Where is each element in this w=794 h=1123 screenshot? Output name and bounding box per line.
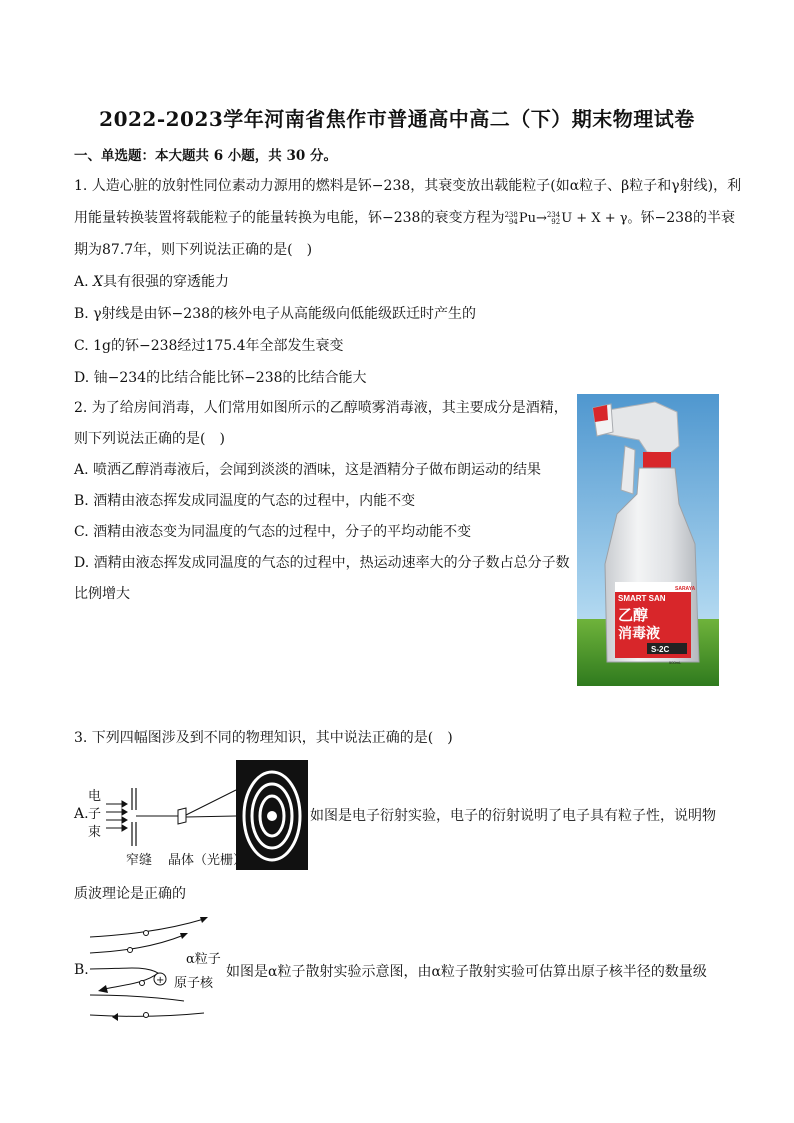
alpha-label: α粒子	[186, 952, 221, 967]
pu-mass-number: 238	[504, 210, 518, 219]
q2-option-a: A. 喷洒乙醇消毒液后，会闻到淡淡的酒味，这是酒精分子做布朗运动的结果	[74, 462, 542, 478]
bottle-brand: SMART SAN	[618, 594, 666, 603]
trajectory-arrows	[98, 917, 208, 1021]
bottle-label-line1: 乙醇	[618, 606, 649, 624]
q1-option-b: B. γ射线是由钚−238的核外电子从高能级向低能级跃迁时产生的	[74, 306, 477, 322]
slit	[132, 788, 136, 846]
decay-equation	[504, 211, 640, 226]
nucleus-symbol: +	[156, 975, 165, 986]
q1-line2-end: 钚−238的半衰	[640, 210, 735, 226]
beam-label-char2: 子	[88, 807, 102, 822]
q2-option-d: D. 酒精由液态挥发成同温度的气态的过程中，热运动速率大的分子数占总分子数	[74, 555, 570, 571]
q3-option-b-label: B.	[74, 962, 89, 978]
q3-option-a-text-cont: 质波理论是正确的	[74, 886, 186, 902]
disinfectant-bottle-photo	[577, 394, 719, 686]
q1-option-d: D. 铀−234的比结合能比钚−238的比结合能大	[74, 370, 367, 386]
q2-option-d-cont: 比例增大	[74, 586, 130, 602]
bottle-label-line2: 消毒液	[618, 626, 660, 642]
alpha-particles	[128, 931, 149, 1018]
electron-arrows	[106, 801, 127, 831]
q3-line1: 3. 下列四幅图涉及到不同的物理知识，其中说法正确的是( )	[74, 730, 453, 746]
q1-line3: 期为87.7年，则下列说法正确的是( )	[74, 242, 313, 258]
q3-option-a-label: A.	[74, 806, 89, 822]
q2-line2: 则下列说法正确的是( )	[74, 431, 225, 447]
slit-label: 窄缝	[126, 853, 153, 868]
pu-symbol: Pu→	[518, 211, 547, 226]
nucleus-label: 原子核	[174, 976, 214, 991]
u-mass-number: 234	[546, 210, 561, 219]
q1-option-a	[74, 272, 229, 292]
bottle-cap	[643, 452, 671, 468]
q1-option-a-label: A.	[74, 274, 94, 290]
bottle-code: S-2C	[651, 645, 670, 654]
nozzle-red-tip	[593, 405, 608, 422]
beam-label-char3: 束	[88, 825, 102, 840]
electron-diffraction-figure	[84, 760, 310, 870]
q2-option-c: C. 酒精由液态变为同温度的气态的过程中，分子的平均动能不变	[74, 524, 472, 540]
page-title: 2022-2023学年河南省焦作市普通高中高二（下）期末物理试卷	[99, 107, 695, 131]
diffraction-center-spot	[267, 811, 277, 821]
bottle-volume: 500mL	[669, 660, 682, 665]
pu-nuclide	[504, 212, 517, 226]
bottle-brand-top: SARAYA	[675, 586, 696, 592]
q1-line1: 1. 人造心脏的放射性同位素动力源用的燃料是钚−238，其衰变放出载能粒子(如α粒子、β粒子和γ射线)，利	[74, 178, 742, 194]
q2-option-b: B. 酒精由液态挥发成同温度的气态的过程中，内能不变	[74, 493, 416, 509]
q3-option-b-text: 如图是α粒子散射实验示意图，由α粒子散射实验可估算出原子核半径的数量级	[226, 964, 707, 980]
u-atomic-number: 92	[551, 217, 561, 226]
u-nuclide	[547, 212, 560, 226]
q1-line2	[74, 208, 735, 229]
crystal	[178, 808, 186, 824]
q1-option-a-text: 具有很强的穿透能力	[102, 274, 229, 290]
diffraction-ray-upper	[186, 790, 236, 815]
pu-atomic-number: 94	[508, 217, 518, 226]
q1-line2-text: 用能量转换装置将载能粒子的能量转换为电能，钚−238的衰变方程为	[74, 210, 505, 226]
diffraction-ray-center	[186, 816, 236, 817]
q1-option-c: C. 1g的钚−238经过175.4年全部发生衰变	[74, 338, 344, 354]
crystal-label: 晶体（光栅）	[168, 853, 247, 868]
section-heading: 一、单选题：本大题共 6 小题，共 30 分。	[74, 148, 337, 164]
beam-label-char1: 电	[88, 789, 102, 804]
q2-line1: 2. 为了给房间消毒，人们常用如图所示的乙醇喷雾消毒液，其主要成分是酒精，	[74, 400, 568, 416]
q1-option-a-var: X	[93, 274, 103, 290]
equation-rest: U + X + γ。	[561, 211, 641, 226]
q3-option-a-text: 如图是电子衍射实验，电子的衍射说明了电子具有粒子性，说明物	[310, 808, 716, 824]
alpha-scattering-figure	[84, 913, 226, 1023]
